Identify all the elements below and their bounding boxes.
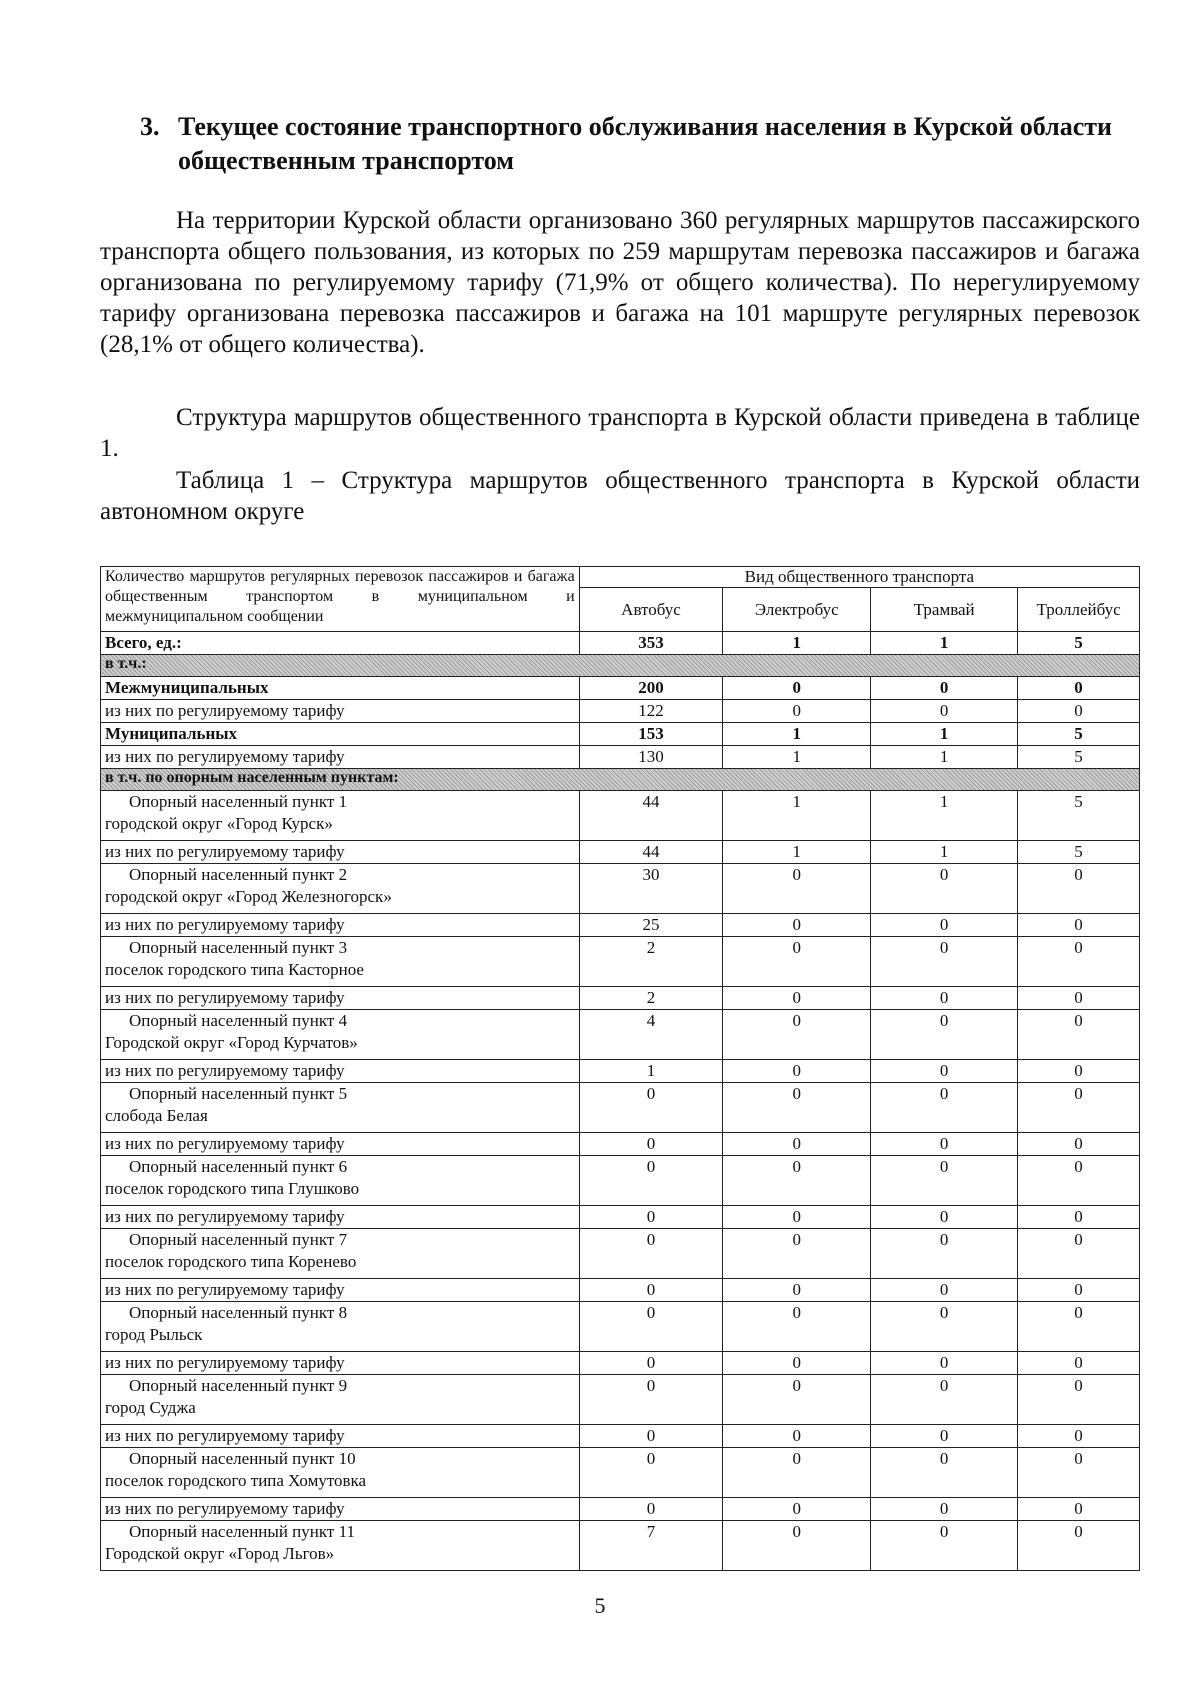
value-cell: 0 (871, 864, 1018, 914)
value-cell: 1 (871, 723, 1018, 746)
value-cell: 0 (723, 1083, 871, 1133)
value-cell: 0 (723, 987, 871, 1010)
value-cell: 0 (723, 1010, 871, 1060)
value-cell: 200 (579, 677, 723, 700)
routes-structure-table (100, 566, 1140, 1571)
value-cell: 0 (579, 1133, 723, 1156)
value-cell: 0 (871, 1448, 1018, 1498)
value-cell: 0 (579, 1279, 723, 1302)
value-cell: 0 (871, 1010, 1018, 1060)
value-cell: 0 (579, 1083, 723, 1133)
value-cell: 2 (579, 987, 723, 1010)
value-cell: 5 (1018, 746, 1140, 769)
row-label: из них по регулируемому тарифу (101, 1060, 580, 1083)
point-title: Опорный населенный пункт 11 (129, 1522, 355, 1541)
value-cell: 0 (1018, 1156, 1140, 1206)
value-cell: 0 (871, 937, 1018, 987)
row-label: из них по регулируемому тарифу (101, 1133, 580, 1156)
value-cell: 0 (723, 1425, 871, 1448)
value-cell: 1 (871, 841, 1018, 864)
value-cell: 0 (723, 1206, 871, 1229)
value-cell: 130 (579, 746, 723, 769)
value-cell: 353 (579, 632, 723, 655)
point-label (101, 1229, 580, 1279)
point-regulated-row (101, 987, 1140, 1010)
point-regulated-row (101, 1133, 1140, 1156)
value-cell: 0 (871, 1060, 1018, 1083)
value-cell: 0 (579, 1375, 723, 1425)
point-regulated-row (101, 1060, 1140, 1083)
row-label: из них по регулируемому тарифу (101, 841, 580, 864)
point-title: Опорный населенный пункт 5 (129, 1084, 348, 1103)
point-row (101, 1010, 1140, 1060)
point-regulated-row (101, 1206, 1140, 1229)
point-regulated-row (101, 1425, 1140, 1448)
point-municipality: Городской округ «Город Курчатов» (105, 1033, 358, 1052)
value-cell: 0 (1018, 1010, 1140, 1060)
row-label: из них по регулируемому тарифу (101, 987, 580, 1010)
section-including-row (101, 655, 1140, 677)
value-cell: 0 (1018, 1375, 1140, 1425)
value-cell: 0 (871, 1521, 1018, 1571)
value-cell: 0 (1018, 1133, 1140, 1156)
total-row (101, 632, 1140, 655)
value-cell: 5 (1018, 841, 1140, 864)
intermunicipal-regulated-row (101, 700, 1140, 723)
value-cell: 0 (723, 1448, 871, 1498)
value-cell: 0 (871, 1229, 1018, 1279)
value-cell: 25 (579, 914, 723, 937)
value-cell: 0 (871, 914, 1018, 937)
point-row (101, 937, 1140, 987)
value-cell: 0 (579, 1229, 723, 1279)
value-cell: 1 (871, 746, 1018, 769)
point-municipality: город Суджа (105, 1398, 196, 1417)
value-cell: 122 (579, 700, 723, 723)
row-label: Всего, ед.: (101, 632, 580, 655)
point-title: Опорный населенный пункт 10 (129, 1449, 356, 1468)
value-cell: 0 (723, 677, 871, 700)
value-cell: 0 (1018, 677, 1140, 700)
value-cell: 2 (579, 937, 723, 987)
row-label: из них по регулируемому тарифу (101, 1498, 580, 1521)
point-municipality: городской округ «Город Курск» (105, 814, 333, 833)
point-municipality: поселок городского типа Касторное (105, 960, 364, 979)
value-cell: 0 (1018, 1498, 1140, 1521)
value-cell: 1 (723, 723, 871, 746)
value-cell: 30 (579, 864, 723, 914)
value-cell: 0 (1018, 1302, 1140, 1352)
value-cell: 1 (871, 632, 1018, 655)
column-header-tram: Трамвай (871, 588, 1018, 632)
intermunicipal-row (101, 677, 1140, 700)
value-cell: 0 (723, 1498, 871, 1521)
value-cell: 0 (1018, 1279, 1140, 1302)
row-label: из них по регулируемому тарифу (101, 700, 580, 723)
header-transport-type: Вид общественного транспорта (579, 567, 1139, 588)
municipal-row (101, 723, 1140, 746)
value-cell: 0 (871, 1133, 1018, 1156)
section-points-row (101, 769, 1140, 791)
point-title: Опорный населенный пункт 1 (129, 792, 348, 811)
value-cell: 0 (579, 1206, 723, 1229)
point-regulated-row (101, 914, 1140, 937)
point-label (101, 1010, 580, 1060)
value-cell: 0 (1018, 1521, 1140, 1571)
row-label: из них по регулируемому тарифу (101, 1352, 580, 1375)
value-cell: 0 (1018, 1425, 1140, 1448)
value-cell: 7 (579, 1521, 723, 1571)
value-cell: 0 (1018, 1083, 1140, 1133)
value-cell: 0 (871, 1425, 1018, 1448)
row-label: из них по регулируемому тарифу (101, 1279, 580, 1302)
value-cell: 0 (723, 914, 871, 937)
value-cell: 0 (723, 1156, 871, 1206)
table-caption: Таблица 1 – Структура маршрутов общественного транспорта в Курской области автономном округе (100, 467, 1140, 525)
column-header-trolleybus: Троллейбус (1018, 588, 1140, 632)
point-municipality: слобода Белая (105, 1106, 208, 1125)
point-label (101, 1302, 580, 1352)
row-label: из них по регулируемому тарифу (101, 914, 580, 937)
header-left-cell: Количество маршрутов регулярных перевозок пассажиров и багажа общественным транспортом в муниципальном и межмуниципальном сообщении (101, 567, 580, 632)
section-label: в т.ч.: (101, 655, 1140, 677)
point-label (101, 937, 580, 987)
value-cell: 0 (871, 1279, 1018, 1302)
value-cell: 0 (871, 1375, 1018, 1425)
point-label (101, 1375, 580, 1425)
point-municipality: поселок городского типа Глушково (105, 1179, 360, 1198)
value-cell: 0 (871, 700, 1018, 723)
point-municipality: город Рыльск (105, 1325, 203, 1344)
value-cell: 0 (579, 1302, 723, 1352)
value-cell: 0 (1018, 937, 1140, 987)
point-label (101, 791, 580, 841)
point-row (101, 864, 1140, 914)
value-cell: 1 (723, 632, 871, 655)
section-number: 3. (140, 112, 160, 141)
row-label: из них по регулируемому тарифу (101, 746, 580, 769)
point-regulated-row (101, 841, 1140, 864)
point-label (101, 864, 580, 914)
point-title: Опорный населенный пункт 3 (129, 938, 348, 957)
point-row (101, 1302, 1140, 1352)
point-row (101, 1083, 1140, 1133)
point-row (101, 791, 1140, 841)
value-cell: 44 (579, 841, 723, 864)
value-cell: 0 (871, 987, 1018, 1010)
point-regulated-row (101, 1352, 1140, 1375)
paragraph-routes-overview: На территории Курской области организовано 360 регулярных маршрутов пассажирского транспорта общего пользования, из которых по 259 маршрутам перевозка пассажиров и багажа организована по регулируемому тарифу (71,9% от общего количества). По нерегулируемому тарифу организована перевозка пассажиров и багажа на 101 маршруте регулярных перевозок (28,1% от общего количества). (100, 207, 1140, 358)
value-cell: 1 (723, 791, 871, 841)
value-cell: 153 (579, 723, 723, 746)
point-title: Опорный населенный пункт 9 (129, 1376, 348, 1395)
value-cell: 0 (723, 1133, 871, 1156)
row-label: из них по регулируемому тарифу (101, 1425, 580, 1448)
point-row (101, 1229, 1140, 1279)
point-municipality: Городской округ «Город Льгов» (105, 1544, 335, 1563)
value-cell: 0 (1018, 1206, 1140, 1229)
value-cell: 0 (723, 1279, 871, 1302)
point-title: Опорный населенный пункт 8 (129, 1303, 348, 1322)
value-cell: 0 (871, 1206, 1018, 1229)
value-cell: 1 (723, 841, 871, 864)
value-cell: 0 (1018, 1448, 1140, 1498)
point-row (101, 1448, 1140, 1498)
page-number: 5 (594, 1593, 606, 1618)
value-cell: 1 (723, 746, 871, 769)
table-header-row (101, 567, 1140, 588)
section-label: в т.ч. по опорным населенным пунктам: (101, 769, 1140, 791)
value-cell: 0 (1018, 1060, 1140, 1083)
value-cell: 0 (723, 1229, 871, 1279)
row-label: из них по регулируемому тарифу (101, 1206, 580, 1229)
point-municipality: поселок городского типа Кореневo (105, 1252, 357, 1271)
value-cell: 0 (1018, 914, 1140, 937)
value-cell: 1 (579, 1060, 723, 1083)
point-title: Опорный населенный пункт 6 (129, 1157, 348, 1176)
value-cell: 0 (1018, 987, 1140, 1010)
value-cell: 0 (871, 1083, 1018, 1133)
point-label (101, 1083, 580, 1133)
value-cell: 0 (579, 1498, 723, 1521)
value-cell: 0 (871, 1302, 1018, 1352)
value-cell: 0 (723, 700, 871, 723)
value-cell: 0 (723, 1302, 871, 1352)
value-cell: 0 (1018, 700, 1140, 723)
municipal-regulated-row (101, 746, 1140, 769)
value-cell: 4 (579, 1010, 723, 1060)
value-cell: 0 (723, 1521, 871, 1571)
point-label (101, 1521, 580, 1571)
value-cell: 5 (1018, 723, 1140, 746)
value-cell: 0 (723, 937, 871, 987)
value-cell: 0 (723, 1375, 871, 1425)
point-row (101, 1375, 1140, 1425)
value-cell: 0 (723, 1352, 871, 1375)
value-cell: 0 (871, 1352, 1018, 1375)
value-cell: 0 (1018, 864, 1140, 914)
column-header-bus: Автобус (579, 588, 723, 632)
value-cell: 0 (723, 1060, 871, 1083)
point-title: Опорный населенный пункт 7 (129, 1230, 348, 1249)
point-title: Опорный населенный пункт 4 (129, 1011, 348, 1030)
value-cell: 0 (871, 677, 1018, 700)
point-regulated-row (101, 1498, 1140, 1521)
point-municipality: поселок городского типа Хомутовка (105, 1471, 367, 1490)
point-title: Опорный населенный пункт 2 (129, 865, 348, 884)
row-label: Муниципальных (101, 723, 580, 746)
row-label: Межмуниципальных (101, 677, 580, 700)
value-cell: 0 (579, 1156, 723, 1206)
value-cell: 0 (871, 1498, 1018, 1521)
point-row (101, 1521, 1140, 1571)
value-cell: 0 (579, 1352, 723, 1375)
section-title: Текущее состояние транспортного обслуживания населения в Курской области общественным транспортом (178, 112, 1113, 175)
value-cell: 0 (579, 1425, 723, 1448)
value-cell: 1 (871, 791, 1018, 841)
point-label (101, 1448, 580, 1498)
point-municipality: городской округ «Город Железногорск» (105, 887, 392, 906)
paragraph-table-reference: Структура маршрутов общественного транспорта в Курской области приведена в таблице 1. (100, 404, 1140, 462)
value-cell: 0 (1018, 1229, 1140, 1279)
value-cell: 5 (1018, 632, 1140, 655)
value-cell: 0 (871, 1156, 1018, 1206)
point-label (101, 1156, 580, 1206)
point-regulated-row (101, 1279, 1140, 1302)
value-cell: 0 (723, 864, 871, 914)
section-heading (140, 110, 1130, 178)
value-cell: 0 (1018, 1352, 1140, 1375)
value-cell: 0 (579, 1448, 723, 1498)
value-cell: 5 (1018, 791, 1140, 841)
value-cell: 44 (579, 791, 723, 841)
column-header-ebus: Электробус (723, 588, 871, 632)
point-row (101, 1156, 1140, 1206)
